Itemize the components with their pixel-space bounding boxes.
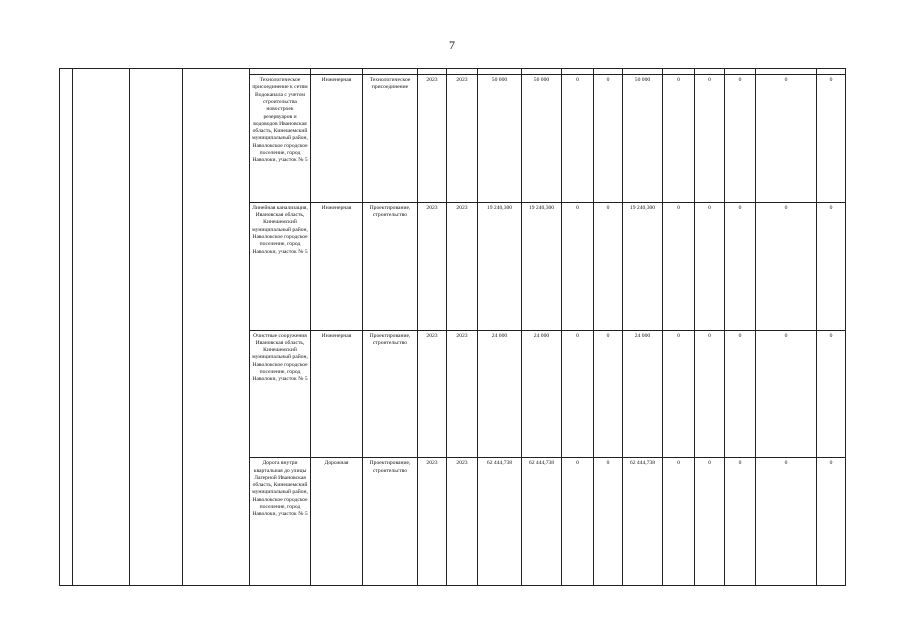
end-year-cell: 2023 [447,202,478,330]
merged-cell-1 [60,69,73,586]
value-cell: 0 [817,330,846,458]
value-cell: 0 [663,75,695,203]
object-type-cell: Дорожная [311,458,363,586]
merged-cell-3 [130,69,183,586]
start-year-cell: 2023 [418,330,447,458]
end-year-cell: 2023 [447,75,478,203]
value-cell: 0 [756,458,817,586]
value-cell: 0 [562,330,594,458]
value-cell: 0 [695,458,725,586]
value-cell: 0 [594,202,623,330]
value-cell: 24 000 [623,330,663,458]
value-cell: 19 240,300 [522,202,562,330]
value-cell: 0 [817,202,846,330]
work-type-cell: Проектирование, строительство [363,202,418,330]
value-cell: 0 [663,202,695,330]
value-cell: 0 [725,330,756,458]
value-cell: 0 [663,458,695,586]
value-cell: 50 000 [522,75,562,203]
value-cell: 50 000 [623,75,663,203]
object-type-cell: Инженерная [311,75,363,203]
page-number: 7 [449,38,455,52]
total-cost-cell: 62 444,738 [478,458,522,586]
value-cell: 0 [695,75,725,203]
merged-cell-4 [183,69,250,586]
end-year-cell: 2023 [447,458,478,586]
value-cell: 0 [562,202,594,330]
value-cell: 0 [695,202,725,330]
work-type-cell: Проектирование, строительство [363,330,418,458]
start-year-cell: 2023 [418,75,447,203]
object-name-cell: Дорога внутри квартальная до улицы Лагерной Ивановская область, Кинешемский муниципальный район, Наволокское городское поселение, город Наволоки, участок № 5 [250,458,311,586]
value-cell: 0 [756,202,817,330]
value-cell: 24 000 [522,330,562,458]
work-type-cell: Технологическое присоединение [363,75,418,203]
total-cost-cell: 50 000 [478,75,522,203]
end-year-cell: 2023 [447,330,478,458]
start-year-cell: 2023 [418,458,447,586]
work-type-cell: Проектирование, строительство [363,458,418,586]
value-cell: 0 [663,330,695,458]
object-name-cell: Очистные сооружения Ивановская область, Кинешемский муниципальный район, Наволокское городское поселение, город Наволоки, участок № 5 [250,330,311,458]
object-name-cell: Линейная канализация, Ивановская область, Кинешемский муниципальный район, Наволокское городское поселение, город Наволоки, участок № 5 [250,202,311,330]
value-cell: 0 [756,330,817,458]
total-cost-cell: 19 240,300 [478,202,522,330]
value-cell: 0 [562,75,594,203]
value-cell: 0 [725,75,756,203]
value-cell: 0 [756,75,817,203]
investment-table [59,68,846,586]
value-cell: 0 [817,458,846,586]
value-cell: 0 [594,458,623,586]
value-cell: 0 [695,330,725,458]
total-cost-cell: 24 000 [478,330,522,458]
merged-cell-2 [73,69,130,586]
value-cell: 0 [594,75,623,203]
value-cell: 0 [725,458,756,586]
value-cell: 19 240,300 [623,202,663,330]
value-cell: 0 [562,458,594,586]
object-type-cell: Инженерная [311,330,363,458]
object-name-cell: Технологическое присоединение к сетям Водоканала с учетом строительства новостроек резервуаров и водоводов Ивановская область, Кинешемский муниципальный район, Наволокское городское поселение, город Наволоки, участок № 5 [250,75,311,203]
value-cell: 0 [594,330,623,458]
value-cell: 62 444,738 [522,458,562,586]
start-year-cell: 2023 [418,202,447,330]
value-cell: 0 [725,202,756,330]
value-cell: 62 444,738 [623,458,663,586]
object-type-cell: Инженерная [311,202,363,330]
value-cell: 0 [817,75,846,203]
